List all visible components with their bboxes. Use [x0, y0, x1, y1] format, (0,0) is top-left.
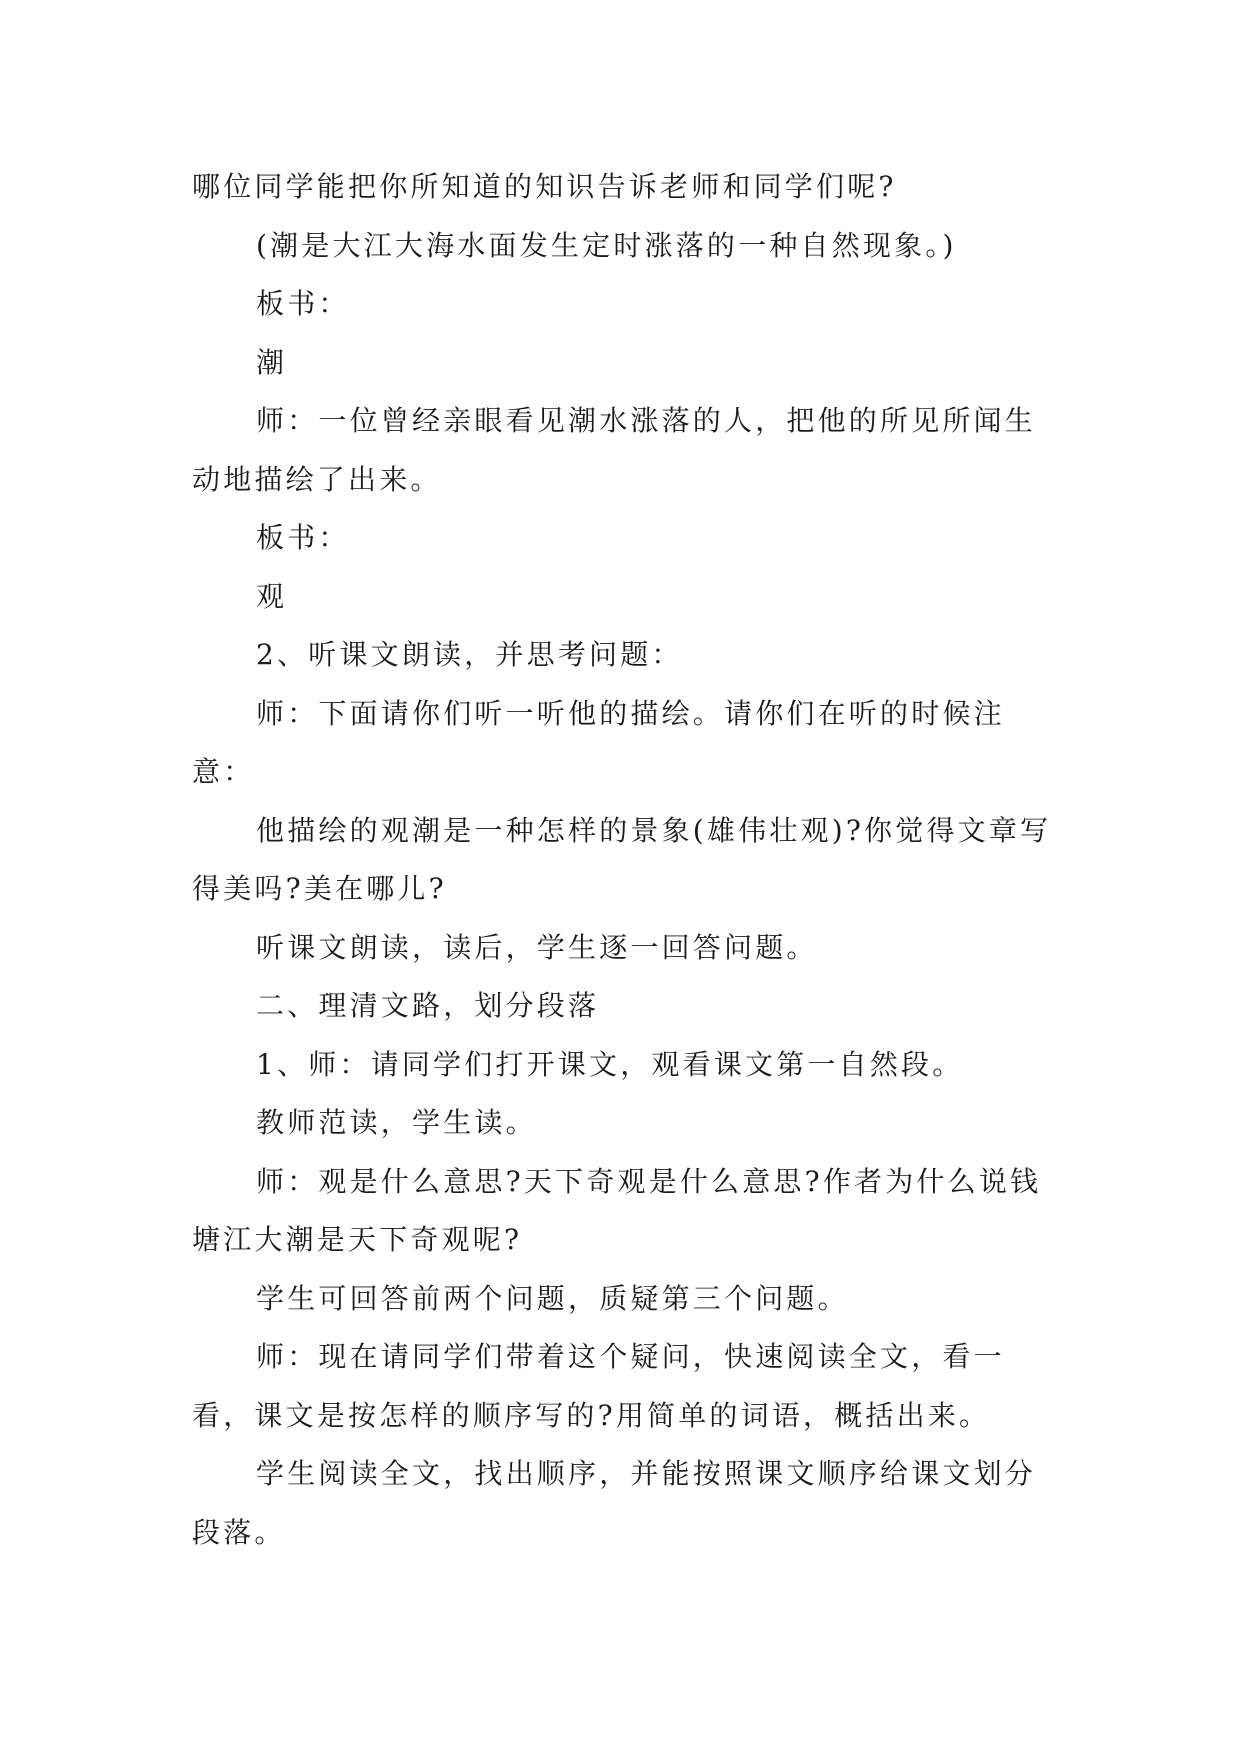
paragraph-student-answer: 学生可回答前两个问题，质疑第三个问题。 — [256, 1281, 849, 1315]
paragraph-teacher-order: 师：现在请同学们带着这个疑问，快速阅读全文，看一看，课文是按怎样的顺序写的?用简单的词语，概括出来。 — [192, 1340, 1005, 1432]
paragraph-teacher-meaning: 师：观是什么意思?天下奇观是什么意思?作者为什么说钱塘江大潮是天下奇观呢? — [192, 1164, 1042, 1256]
paragraph-board-char-guan: 观 — [256, 579, 288, 613]
paragraph-board-label-2: 板书： — [256, 521, 350, 554]
paragraph-section-2-heading: 二、理清文路，划分段落 — [256, 989, 600, 1022]
paragraph-board-label-1: 板书： — [256, 287, 350, 320]
paragraph-board-char-chao: 潮 — [256, 345, 288, 379]
paragraph-teacher-listen: 师：下面请你们听一听他的描绘。请你们在听的时候注意： — [192, 696, 1005, 788]
paragraph-model-reading: 教师范读，学生读。 — [256, 1106, 537, 1139]
paragraph-step-1-open: 1、师：请同学们打开课文，观看课文第一自然段。 — [256, 1047, 964, 1081]
paragraph-answer-definition: (潮是大江大海水面发生定时涨落的一种自然现象。) — [256, 228, 957, 262]
document-page — [192, 158, 1056, 1562]
paragraph-questions: 他描绘的观潮是一种怎样的景象(雄伟壮观)?你觉得文章写得美吗?美在哪儿? — [192, 813, 1052, 905]
paragraph-teacher-intro: 师：一位曾经亲眼看见潮水涨落的人，把他的所见所闻生动地描绘了出来。 — [192, 404, 1037, 496]
paragraph-question: 哪位同学能把你所知道的知识告诉老师和同学们呢? — [192, 170, 897, 203]
paragraph-student-divide: 学生阅读全文，找出顺序，并能按照课文顺序给课文划分段落。 — [192, 1457, 1037, 1549]
paragraph-step-2-heading: 2、听课文朗读，并思考问题： — [256, 638, 683, 671]
paragraph-listen-answer: 听课文朗读，读后，学生逐一回答问题。 — [256, 930, 818, 964]
